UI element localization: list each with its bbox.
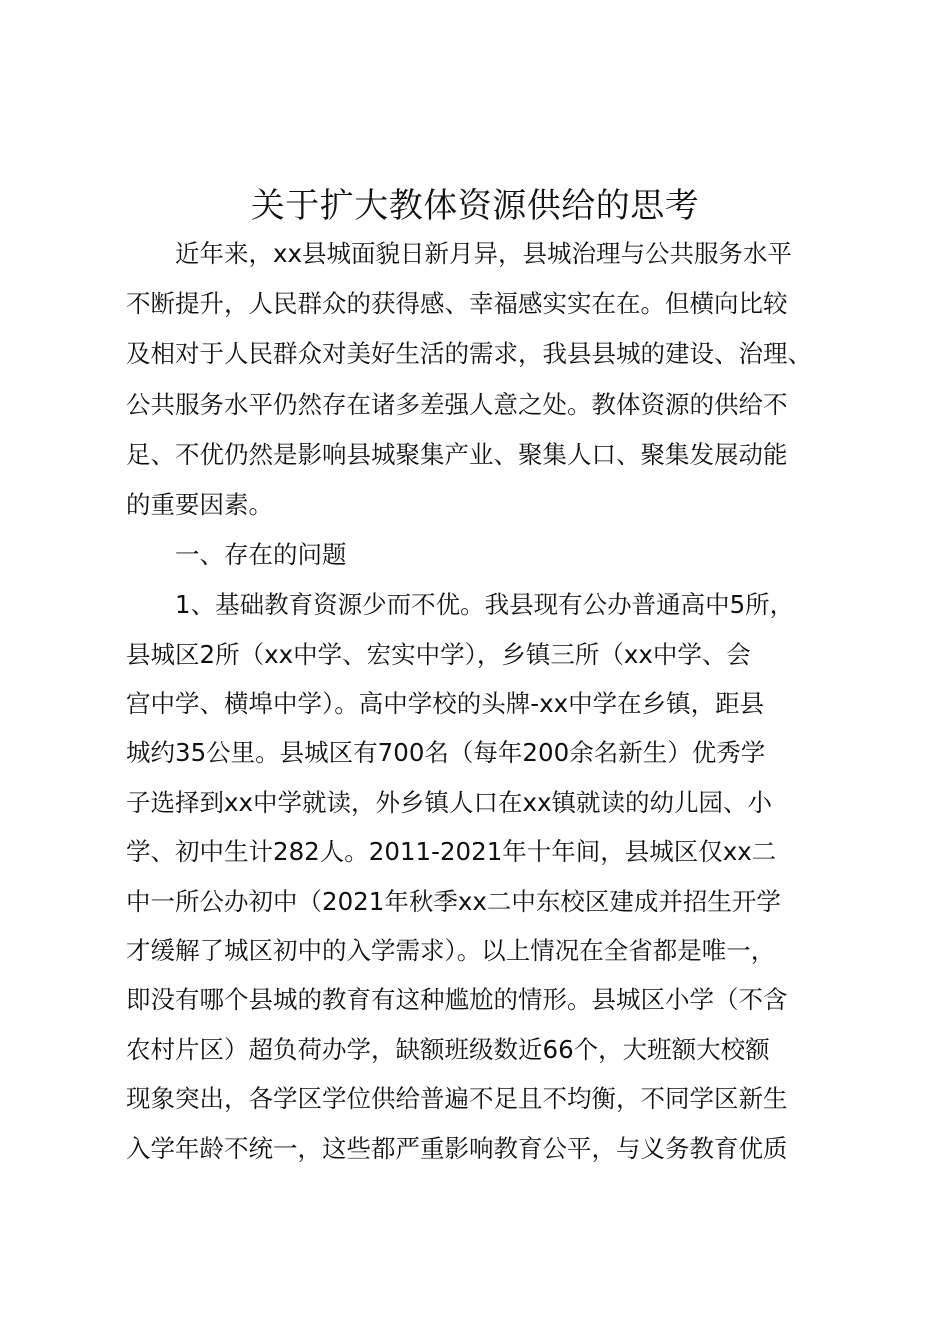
- body-line: 入学年龄不统一，这些都严重影响教育公平，与义务教育优质: [126, 1134, 788, 1163]
- document-title: 关于扩大教体资源供给的思考: [250, 186, 700, 226]
- body-line: 县城区2所（xx中学、宏实中学），乡镇三所（xx中学、会: [126, 640, 751, 669]
- body-line: 足、不优仍然是影响县城聚集产业、聚集人口、聚集发展动能: [126, 440, 788, 469]
- body-line: 近年来，xx县城面貌日新月异，县城治理与公共服务水平: [126, 239, 792, 268]
- body-line: 子选择到xx中学就读，外乡镇人口在xx镇就读的幼儿园、小: [126, 788, 772, 817]
- body-line: 才缓解了城区初中的入学需求）。以上情况在全省都是唯一，: [126, 936, 776, 965]
- body-line: 不断提升，人民群众的获得感、幸福感实实在在。但横向比较: [126, 289, 788, 318]
- body-line: 的重要因素。: [126, 490, 273, 519]
- body-line: 及相对于人民群众对美好生活的需求，我县县城的建设、治理、: [126, 339, 812, 368]
- section-heading: 一、存在的问题: [126, 540, 347, 569]
- body-line: 中一所公办初中（2021年秋季xx二中东校区建成并招生开学: [126, 887, 781, 916]
- body-line: 即没有哪个县城的教育有这种尴尬的情形。县城区小学（不含: [126, 985, 788, 1014]
- body-line: 农村片区）超负荷办学，缺额班级数近66个，大班额大校额: [126, 1035, 770, 1064]
- body-line: 宫中学、横埠中学）。高中学校的头牌-xx中学在乡镇，距县: [126, 689, 765, 718]
- body-line: 学、初中生计282人。2011-2021年十年间，县城区仅xx二: [126, 837, 777, 866]
- body-line: 城约35公里。县城区有700名（每年200余名新生）优秀学: [126, 738, 766, 767]
- body-line: 公共服务水平仍然存在诸多差强人意之处。教体资源的供给不: [126, 390, 788, 419]
- body-line: 1、基础教育资源少而不优。我县现有公办普通高中5所，: [126, 590, 795, 619]
- body-line: 现象突出，各学区学位供给普遍不足且不均衡，不同学区新生: [126, 1084, 788, 1113]
